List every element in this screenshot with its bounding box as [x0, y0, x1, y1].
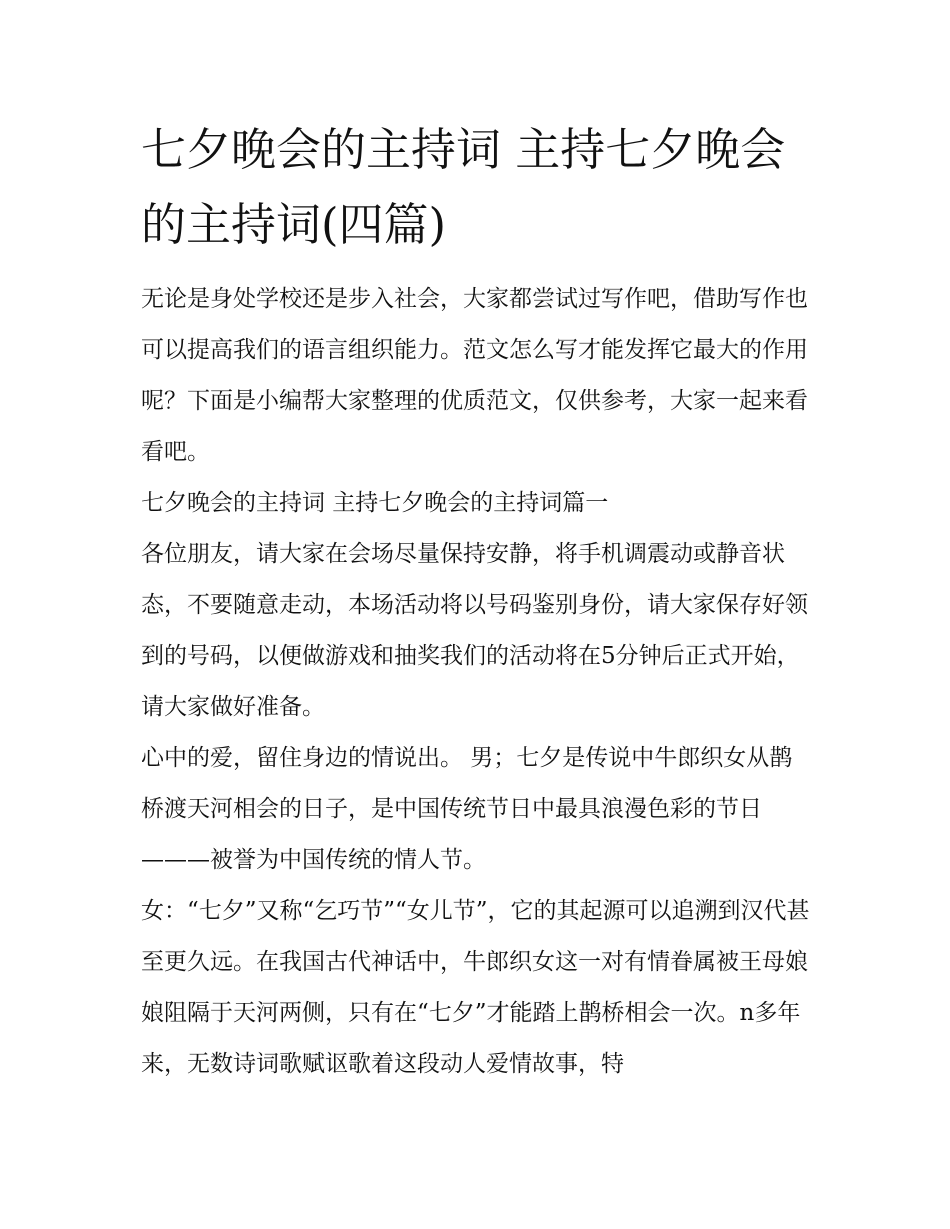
host-male-paragraph: 心中的爱，留住身边的情说出。 男；七夕是传说中牛郎织女从鹊桥渡天河相会的日子，是中国传统节日中最具浪漫色彩的节日———被誉为中国传统的情人节。	[141, 745, 793, 873]
opening-notice-paragraph: 各位朋友，请大家在会场尽量保持安静，将手机调震动或静音状态，不要随意走动，本场活动将以号码鉴别身份，请大家保存好领到的号码，以便做游戏和抽奖我们的活动将在5分钟后正式开始，请大家做好准备。	[141, 541, 808, 720]
host-female-paragraph: 女：“七夕”又称“乞巧节”“女儿节”，它的其起源可以追溯到汉代甚至更久远。在我国古代神话中，牛郎织女这一对有情眷属被王母娘娘阻隔于天河两侧，只有在“七夕”才能踏上鹊桥相会一次。n多年来，无数诗词歌赋讴歌着这段动人爱情故事，特	[141, 898, 810, 1077]
document-title: 七夕晚会的主持词 主持七夕晚会的主持词(四篇)	[141, 123, 786, 251]
intro-paragraph: 无论是身处学校还是步入社会，大家都尝试过写作吧，借助写作也可以提高我们的语言组织能力。范文怎么写才能发挥它最大的作用呢？下面是小编帮大家整理的优质范文，仅供参考，大家一起来看看吧。	[141, 286, 808, 465]
section-heading: 七夕晚会的主持词 主持七夕晚会的主持词篇一	[141, 490, 609, 516]
document-body	[141, 112, 813, 1090]
